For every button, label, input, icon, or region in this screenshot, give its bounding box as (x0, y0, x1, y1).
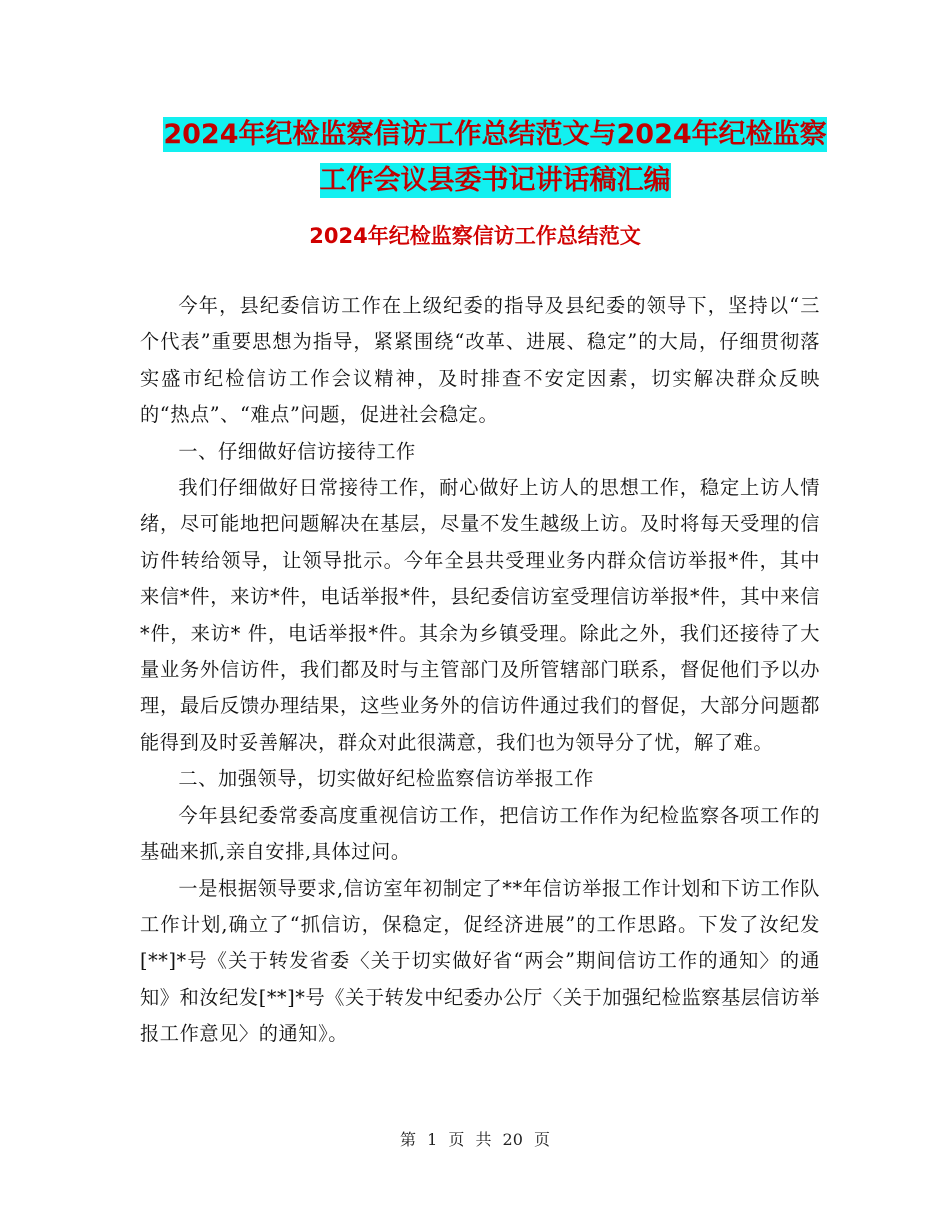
paragraph: 今年，县纪委信访工作在上级纪委的指导及县纪委的领导下，坚持以“三个代表”重要思想为指导，紧紧围绕“改革、进展、稳定”的大局，仔细贯彻落实盛市纪检信访工作会议精神，及时排查不安定因素，切实解决群众反映的“热点”、“难点”问题，促进社会稳定。 (140, 294, 820, 427)
paragraph: 一是根据领导要求,信访室年初制定了**年信访举报工作计划和下访工作队工作计划,确立了“抓信访，保稳定，促经济进展”的工作思路。下发了汝纪发[**]*号《关于转发省委〈关于切实做好省“两会”期间信访工作的通知〉的通知》和汝纪发[**]*号《关于转发中纪委办公厅〈关于加强纪检监察基层信访举报工作意见〉的通知》。 (140, 876, 820, 1046)
paragraph: 今年县纪委常委高度重视信访工作，把信访工作作为纪检监察各项工作的基础来抓,亲自安排,具体过问。 (140, 803, 820, 864)
document-title (140, 112, 850, 204)
paragraph: 我们仔细做好日常接待工作，耐心做好上访人的思想工作，稳定上访人情绪，尽可能地把问题解决在基层，尽量不发生越级上访。及时将每天受理的信访件转给领导，让领导批示。今年全县共受理业务内群众信访举报*件，其中来信*件，来访*件，电话举报*件，县纪委信访室受理信访举报*件，其中来信*件，来访* 件，电话举报*件。其余为乡镇受理。除此之外，我们还接待了大量业务外信访件，我们都及时与主管部门及所管辖部门联系，督促他们予以办理，最后反馈办理结果，这些业务外的信访件通过我们的督促，大部分问题都能得到及时妥善解决，群众对此很满意，我们也为领导分了忧，解了难。 (140, 476, 820, 754)
section-heading: 二、加强领导，切实做好纪检监察信访举报工作 (178, 767, 594, 791)
title-line-2: 工作会议县委书记讲话稿汇编 (319, 165, 671, 196)
document-body (140, 288, 820, 1053)
section-heading: 一、仔细做好信访接待工作 (178, 439, 416, 463)
title-line-1: 2024年纪检监察信访工作总结范文与2024年纪检监察 (163, 119, 827, 150)
section-title: 2024年纪检监察信访工作总结范文 (309, 224, 641, 248)
page-footer: 第 1 页 共 20 页 (400, 1130, 550, 1149)
